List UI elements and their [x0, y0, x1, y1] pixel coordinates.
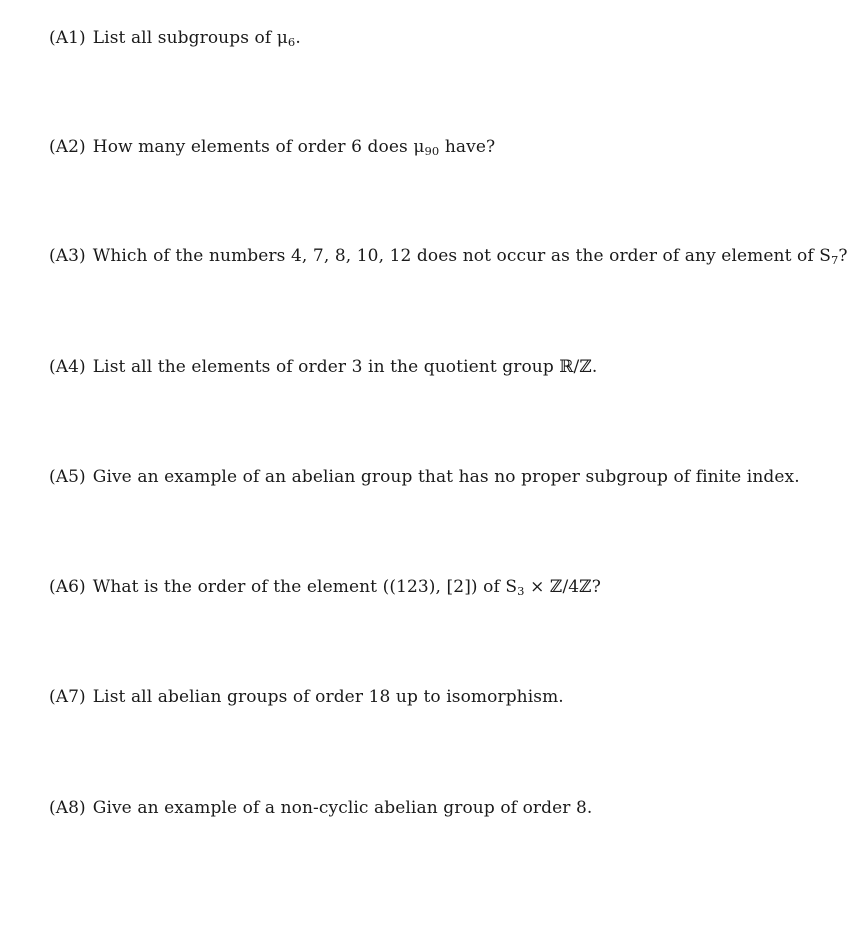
math-symbol: S — [505, 577, 518, 597]
question-text-end: × ℤ/4ℤ? — [524, 577, 601, 597]
question-label: (A2) — [49, 137, 86, 157]
question-text: List all subgroups of — [92, 28, 277, 48]
question-a4 — [49, 356, 597, 378]
math-symbol: μ — [276, 28, 288, 48]
question-label: (A3) — [49, 246, 86, 266]
question-text-end: . — [295, 28, 301, 48]
question-a7 — [49, 686, 564, 708]
question-label: (A1) — [49, 28, 86, 48]
math-symbol: S — [819, 246, 831, 266]
question-a8 — [49, 797, 592, 819]
question-label: (A6) — [49, 577, 86, 597]
math-symbol: μ — [413, 137, 425, 157]
math-subscript: 6 — [287, 35, 296, 49]
question-a5 — [49, 466, 800, 488]
question-a6 — [49, 576, 601, 599]
math-subscript: 3 — [517, 584, 525, 598]
question-text: List all the elements of order 3 in the quotient group ℝ/ℤ. — [92, 357, 598, 377]
question-text: How many elements of order 6 does — [92, 137, 414, 157]
question-text-end: have? — [439, 137, 496, 157]
math-subscript: 90 — [424, 144, 440, 158]
question-a3 — [49, 245, 848, 268]
math-subscript: 7 — [830, 253, 839, 267]
question-a2 — [49, 136, 495, 159]
question-text: Give an example of a non-cyclic abelian group of order 8. — [92, 798, 593, 818]
question-label: (A4) — [49, 357, 86, 377]
question-label: (A8) — [49, 798, 86, 818]
question-a1 — [49, 27, 301, 50]
question-label: (A7) — [49, 687, 86, 707]
question-label: (A5) — [49, 467, 86, 487]
question-text: What is the order of the element ((123), [2]) of — [92, 577, 506, 597]
question-text: Which of the numbers 4, 7, 8, 10, 12 does not occur as the order of any element of — [92, 246, 820, 266]
question-text: List all abelian groups of order 18 up to isomorphism. — [92, 687, 564, 707]
question-text: Give an example of an abelian group that has no proper subgroup of finite index. — [92, 467, 800, 487]
question-text-end: ? — [838, 246, 848, 266]
